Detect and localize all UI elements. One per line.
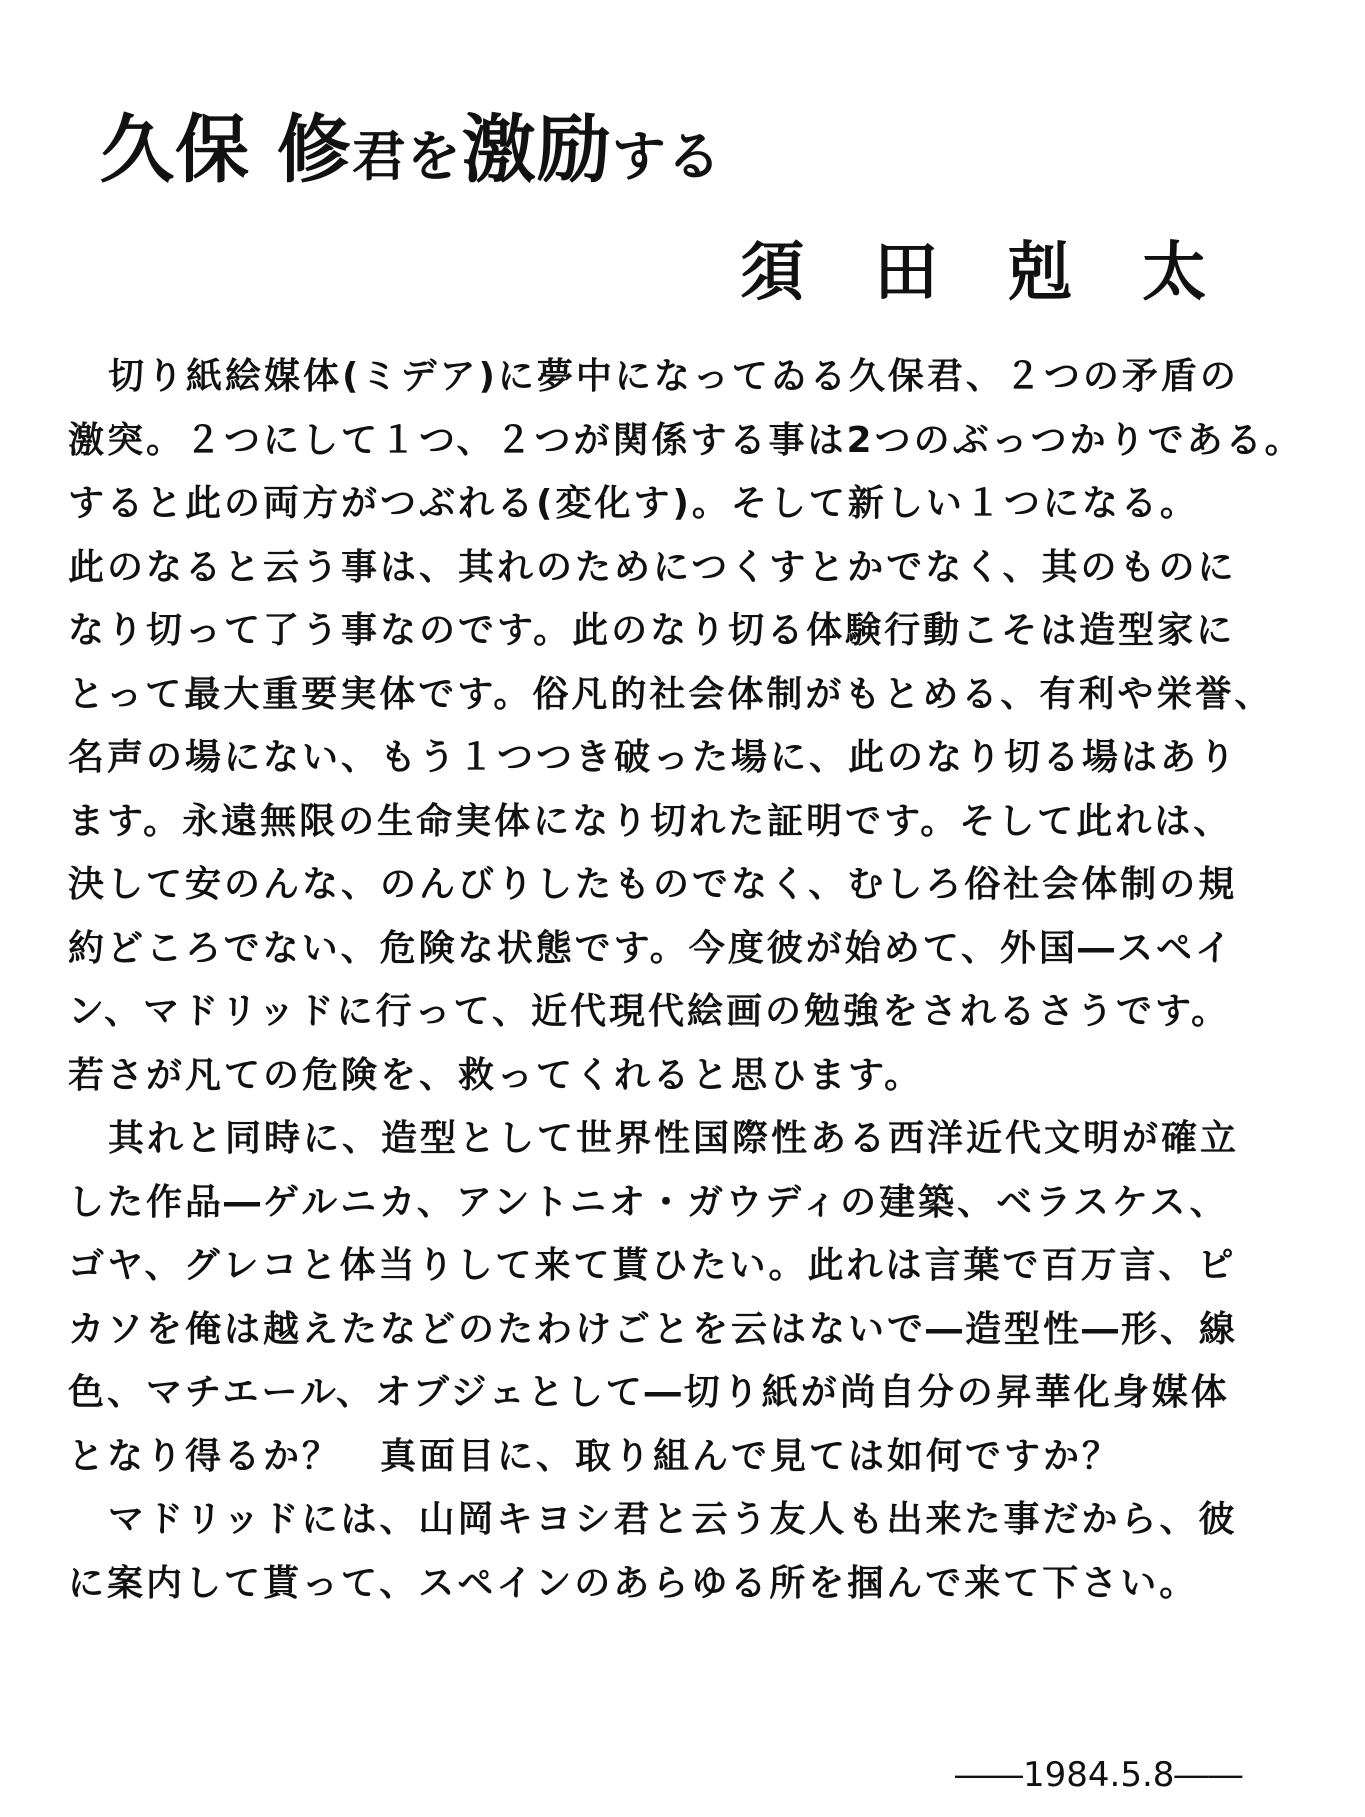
body-line: マドリッドには、山岡キヨシ君と云う友人も出来た事だから、彼	[108, 1499, 1238, 1540]
title-suffix: する	[611, 124, 722, 188]
date-line: ――1984.5.8――	[955, 1755, 1243, 1795]
body-line: 約どころでない、危険な状態です。今度彼が始めて、外国―スペイ	[68, 927, 1235, 969]
body-line: 激突。２つにして１つ、２つが関係する事は2つのぶっつかりである。	[68, 419, 1304, 461]
body-line: なり切って了う事なのです。此のなり切る体験行動こそは造型家に	[68, 610, 1236, 651]
body-line: ます。永遠無限の生命実体になり切れた証明です。そして此れは、	[68, 800, 1233, 842]
body-line: 決して安のんな、のんびりしたものでなく、むしろ俗社会体制の規	[68, 864, 1238, 905]
body-line: となり得るか？ 真面目に、取り組んで見ては如何ですか？	[68, 1435, 1122, 1477]
body-line: カソを俺は越えたなどのたわけごとを云はないで―造型性―形、線	[68, 1308, 1239, 1350]
author-name: 須田剋太	[740, 236, 1276, 310]
body-line: 切り紙絵媒体(ミデア)に夢中になってゐる久保君、２つの矛盾の	[108, 356, 1239, 397]
body-line: ン、マドリッドに行って、近代現代絵画の勉強をされるさうです。	[68, 991, 1231, 1032]
body-line: 名声の場にない、もう１つつき破った場に、此のなり切る場はあり	[68, 737, 1239, 778]
body-line: に案内して貰って、スペインのあらゆる所を掴んで来て下さい。	[68, 1562, 1199, 1604]
title-name: 久保 修	[100, 107, 352, 193]
body-line: とって最大重要実体です。俗凡的社会体制がもとめる、有利や栄誉、	[68, 673, 1274, 715]
body-line: ゴヤ、グレコと体当りして来て貰ひたい。此れは言葉で百万言、ピ	[68, 1245, 1237, 1286]
article-title	[100, 100, 722, 206]
title-honorific: 君を	[351, 124, 462, 188]
body-line: すると此の両方がつぶれる(変化す)。そして新しい１つになる。	[68, 483, 1199, 524]
title-verb: 激励	[461, 107, 612, 193]
body-line: 若さが凡ての危険を、救ってくれると思ひます。	[68, 1054, 924, 1096]
body-line: 色、マチエール、オブジェとして―切り紙が尚自分の昇華化身媒体	[68, 1372, 1230, 1413]
body-line: 此のなると云う事は、其れのためにつくすとかでなく、其のものに	[68, 546, 1237, 588]
body-line: した作品―ゲルニカ、アントニオ・ガウディの建築、ベラスケス、	[68, 1181, 1229, 1223]
body-text	[68, 345, 1358, 1615]
body-line: 其れと同時に、造型として世界性国際性ある西洋近代文明が確立	[108, 1118, 1240, 1159]
